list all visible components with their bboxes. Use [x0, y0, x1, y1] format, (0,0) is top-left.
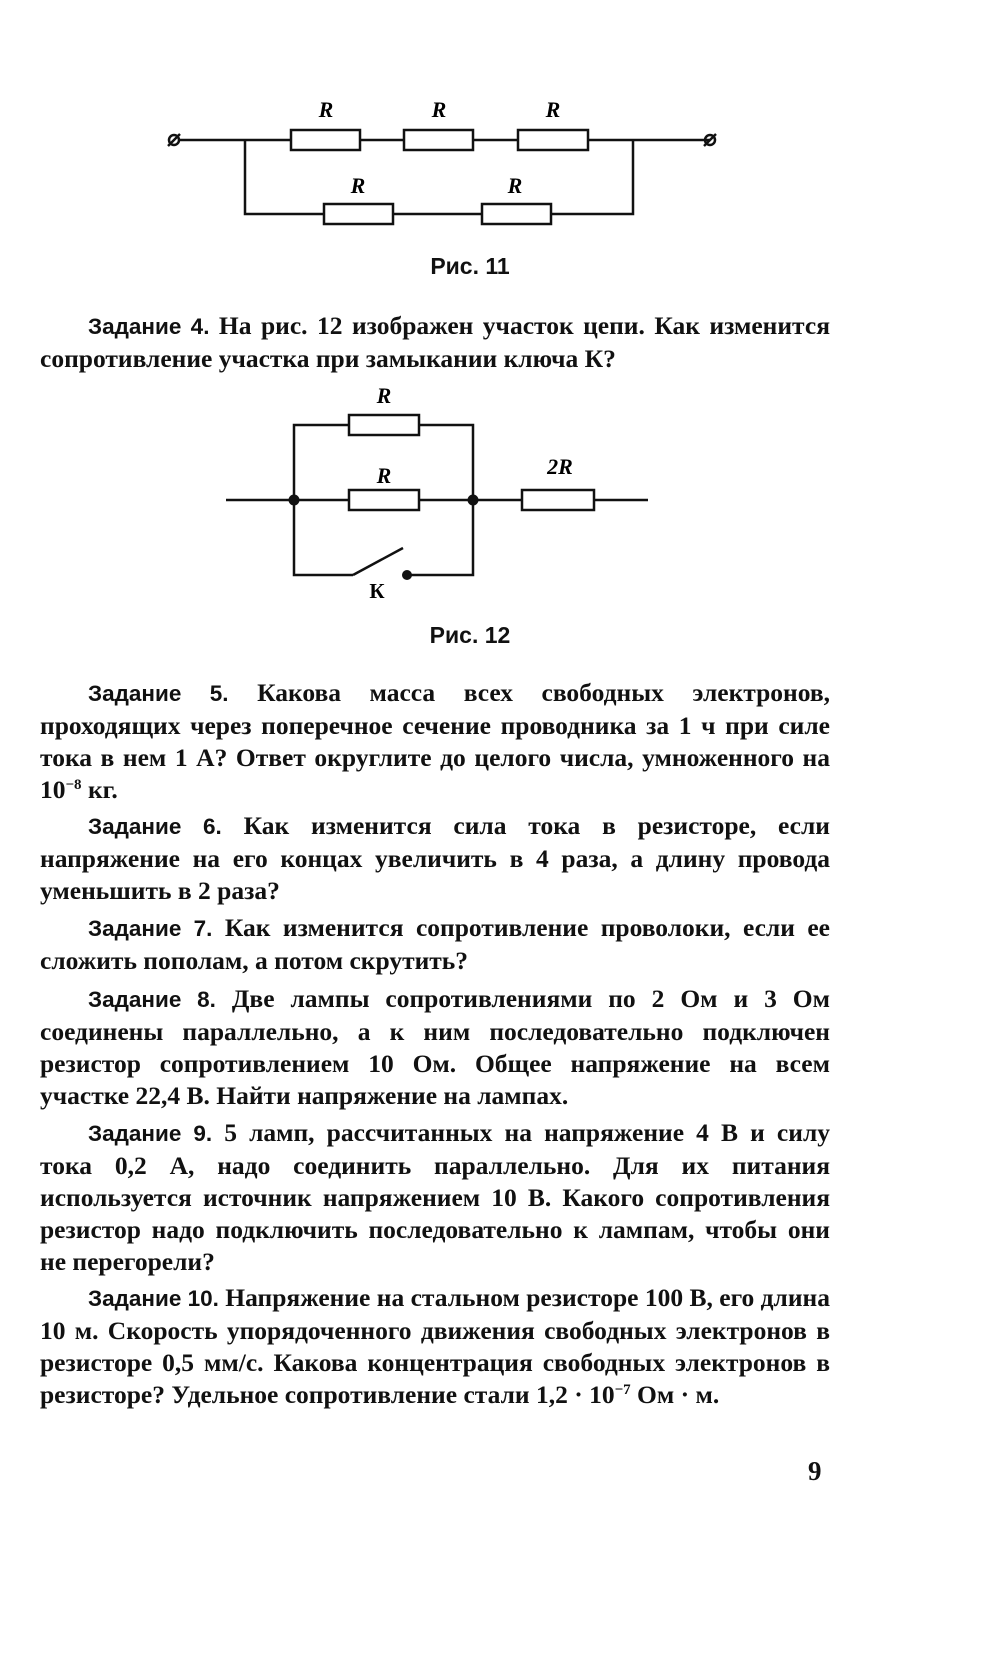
task-10-text: Напряжение на стальном резисторе 100 В, его длина 10 м. Скорость упорядоченного движения свободных электронов в резисторе 0,5 мм/с. Какова концентрация свободных электронов в резисторе? Удельное сопротивление стали 1,2 · 10: [40, 1283, 830, 1409]
task-6-label: Задание 6.: [88, 814, 222, 839]
task-7: [40, 912, 830, 977]
label-r-middle: R: [376, 463, 392, 488]
resistor-middle: [349, 490, 419, 510]
label-r-bottom-2: R: [507, 173, 523, 198]
resistor-2r: [522, 490, 594, 510]
task-6-text: Как изменится сила тока в резисторе, если напряжение на его концах увеличить в 4 раза, а длину провода уменьшить в 2 раза?: [40, 811, 830, 905]
task-4-label: Задание 4.: [88, 314, 210, 339]
task-9: [40, 1117, 830, 1278]
task-8: [40, 983, 830, 1112]
figure-12: [0, 370, 940, 610]
task-8-label: Задание 8.: [88, 987, 216, 1012]
resistor-bottom-1: [324, 204, 393, 224]
task-7-label: Задание 7.: [88, 916, 213, 941]
task-10-exponent: −7: [614, 1382, 631, 1398]
task-5-label: Задание 5.: [88, 681, 229, 706]
task-10-label: Задание 10.: [88, 1286, 219, 1311]
label-2r: 2R: [547, 454, 573, 479]
resistor-top-3: [518, 130, 588, 150]
label-switch-k: К: [369, 579, 385, 603]
task-9-label: Задание 9.: [88, 1121, 213, 1146]
figure-12-caption: Рис. 12: [429, 622, 511, 648]
task-5-exponent: −8: [65, 777, 82, 793]
label-r-top-2: R: [431, 97, 447, 122]
task-5-tail: кг.: [81, 775, 118, 804]
task-9-text: 5 ламп, рассчитанных на напряжение 4 В и силу тока 0,2 А, надо соединить параллельно. Для их питания используется источник напряжением 10 В. Какого сопротивления резистор надо подключить последовательно к лампам, чтобы они не перегорели?: [40, 1118, 830, 1276]
figure-11-caption: Рис. 11: [430, 253, 510, 279]
task-10: [40, 1282, 830, 1411]
label-r-bottom-1: R: [350, 173, 366, 198]
task-8-text: Две лампы сопротивлениями по 2 Ом и 3 Ом соединены параллельно, а к ним последовательно подключен резистор сопротивлением 10 Ом. Общее напряжение на всем участке 22,4 В. Найти напряжение на лампах.: [40, 984, 830, 1110]
task-5: [40, 677, 830, 806]
node-left: [289, 495, 300, 506]
figure-11: [0, 0, 940, 250]
circuit-diagram-11: [0, 0, 940, 250]
task-4: [40, 310, 830, 375]
resistor-top-2: [404, 130, 473, 150]
page-number: 9: [808, 1456, 822, 1486]
label-r-top-1: R: [318, 97, 334, 122]
node-right: [468, 495, 479, 506]
task-5-text: Какова масса всех свободных электронов, проходящих через поперечное сечение проводника за 1 ч при силе тока в нем 1 А? Ответ округлите до целого числа, умноженного на 10: [40, 678, 830, 804]
switch-k: [353, 548, 403, 575]
circuit-diagram-12: [0, 370, 940, 610]
resistor-bottom-2: [482, 204, 551, 224]
label-r-top: R: [376, 383, 392, 408]
resistor-top-1: [291, 130, 360, 150]
task-4-text: На рис. 12 изображен участок цепи. Как изменится сопротивление участка при замыкании ключа К?: [40, 311, 830, 373]
switch-contact: [402, 570, 412, 580]
resistor-top: [349, 415, 419, 435]
task-7-text: Как изменится сопротивление проволоки, если ее сложить пополам, а потом скрутить?: [40, 913, 830, 975]
task-6: [40, 810, 830, 907]
task-10-tail: Ом · м.: [630, 1380, 720, 1409]
label-r-top-3: R: [545, 97, 561, 122]
